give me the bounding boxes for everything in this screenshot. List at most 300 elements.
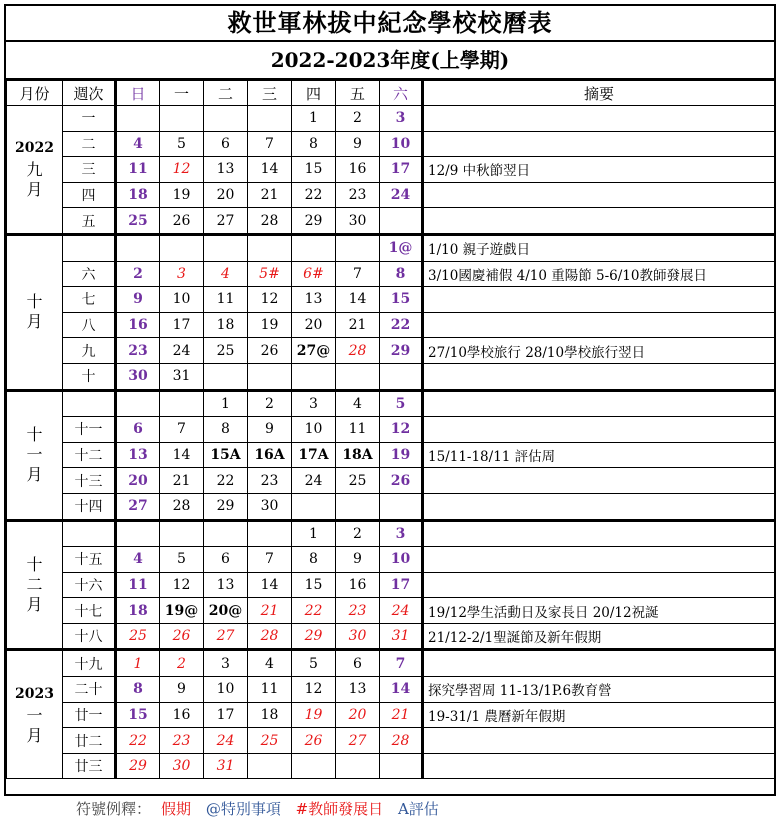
year-label: 2022 bbox=[15, 140, 54, 157]
calendar-title: 救世軍林拔中紀念學校校曆表 bbox=[6, 6, 774, 42]
day-cell-wed: 30 bbox=[248, 493, 292, 520]
day-cell-thu: 19 bbox=[292, 702, 336, 728]
day-cell-sat: 28 bbox=[380, 728, 423, 754]
week-number: 八 bbox=[63, 312, 116, 338]
week-number: 十六 bbox=[63, 572, 116, 598]
week-number: 四 bbox=[63, 182, 116, 208]
calendar-week-row bbox=[7, 468, 775, 494]
day-cell-thu: 17A bbox=[292, 442, 336, 468]
day-cell-mon: 12 bbox=[160, 157, 204, 183]
day-cell-thu: 1 bbox=[292, 106, 336, 132]
day-cell-tue: 25 bbox=[204, 338, 248, 364]
month-char: 十 bbox=[26, 554, 43, 574]
calendar-subtitle: 2022-2023年度(上學期) bbox=[6, 42, 774, 80]
month-label bbox=[7, 234, 63, 390]
day-cell-tue: 17 bbox=[204, 702, 248, 728]
day-cell-thu: 6# bbox=[292, 261, 336, 287]
day-cell-mon: 23 bbox=[160, 728, 204, 754]
calendar-week-row bbox=[7, 520, 775, 547]
day-cell-wed bbox=[248, 106, 292, 132]
day-cell-sat: 24 bbox=[380, 182, 423, 208]
day-cell-sat: 15 bbox=[380, 287, 423, 313]
memo-cell: 27/10學校旅行 28/10學校旅行翌日 bbox=[423, 338, 775, 364]
day-cell-tue: 1 bbox=[204, 390, 248, 417]
calendar-week-row bbox=[7, 131, 775, 157]
day-cell-fri: 21 bbox=[336, 312, 380, 338]
day-cell-fri: 23 bbox=[336, 182, 380, 208]
day-cell-tue: 15A bbox=[204, 442, 248, 468]
day-cell-thu bbox=[292, 363, 336, 390]
header-memo: 摘要 bbox=[423, 81, 775, 106]
day-cell-tue: 27 bbox=[204, 208, 248, 235]
month-char: 二 bbox=[26, 574, 43, 594]
week-number: 十七 bbox=[63, 598, 116, 624]
day-cell-fri: 30 bbox=[336, 623, 380, 650]
day-cell-sun: 11 bbox=[116, 157, 160, 183]
week-number: 十四 bbox=[63, 493, 116, 520]
day-cell-mon: 26 bbox=[160, 208, 204, 235]
day-cell-sat: 17 bbox=[380, 572, 423, 598]
calendar-week-row bbox=[7, 572, 775, 598]
calendar-week-row bbox=[7, 442, 775, 468]
day-cell-fri bbox=[336, 363, 380, 390]
day-cell-tue: 20 bbox=[204, 182, 248, 208]
day-cell-wed: 18 bbox=[248, 702, 292, 728]
day-cell-sat: 17 bbox=[380, 157, 423, 183]
calendar-week-row bbox=[7, 702, 775, 728]
day-cell-tue bbox=[204, 520, 248, 547]
day-cell-fri: 14 bbox=[336, 287, 380, 313]
calendar-week-row bbox=[7, 417, 775, 443]
week-number: 十二 bbox=[63, 442, 116, 468]
day-cell-wed: 16A bbox=[248, 442, 292, 468]
day-cell-thu: 20 bbox=[292, 312, 336, 338]
week-number: 十 bbox=[63, 363, 116, 390]
day-cell-thu: 10 bbox=[292, 417, 336, 443]
day-cell-sat: 24 bbox=[380, 598, 423, 624]
memo-cell bbox=[423, 493, 775, 520]
day-cell-tue: 22 bbox=[204, 468, 248, 494]
day-cell-wed: 28 bbox=[248, 623, 292, 650]
day-cell-sun: 23 bbox=[116, 338, 160, 364]
header-day-fri: 五 bbox=[336, 81, 380, 106]
day-cell-sun: 18 bbox=[116, 182, 160, 208]
day-cell-wed bbox=[248, 363, 292, 390]
calendar-week-row bbox=[7, 157, 775, 183]
year-label: 2023 bbox=[15, 685, 54, 702]
day-cell-thu: 1 bbox=[292, 520, 336, 547]
day-cell-mon: 9 bbox=[160, 677, 204, 703]
day-cell-sat: 22 bbox=[380, 312, 423, 338]
calendar-week-row bbox=[7, 312, 775, 338]
calendar-week-row bbox=[7, 261, 775, 287]
week-number: 十三 bbox=[63, 468, 116, 494]
day-cell-sun: 4 bbox=[116, 547, 160, 573]
week-number: 十五 bbox=[63, 547, 116, 573]
memo-cell bbox=[423, 363, 775, 390]
day-cell-sun: 4 bbox=[116, 131, 160, 157]
calendar-week-row bbox=[7, 363, 775, 390]
day-cell-wed: 12 bbox=[248, 287, 292, 313]
day-cell-tue: 27 bbox=[204, 623, 248, 650]
month-label bbox=[7, 520, 63, 650]
day-cell-mon bbox=[160, 234, 204, 261]
day-cell-sat: 3 bbox=[380, 106, 423, 132]
day-cell-tue: 6 bbox=[204, 131, 248, 157]
header-day-tue: 二 bbox=[204, 81, 248, 106]
month-char: 月 bbox=[26, 725, 43, 745]
calendar-week-row bbox=[7, 287, 775, 313]
day-cell-tue: 20@ bbox=[204, 598, 248, 624]
calendar-week-row bbox=[7, 677, 775, 703]
day-cell-mon: 5 bbox=[160, 131, 204, 157]
day-cell-thu: 13 bbox=[292, 287, 336, 313]
header-day-thu: 四 bbox=[292, 81, 336, 106]
calendar-week-row bbox=[7, 598, 775, 624]
day-cell-fri: 30 bbox=[336, 208, 380, 235]
day-cell-thu: 3 bbox=[292, 390, 336, 417]
day-cell-wed bbox=[248, 753, 292, 779]
day-cell-sat: 7 bbox=[380, 650, 423, 677]
day-cell-sat: 31 bbox=[380, 623, 423, 650]
day-cell-sun: 16 bbox=[116, 312, 160, 338]
month-label bbox=[7, 106, 63, 235]
school-calendar bbox=[4, 4, 776, 796]
day-cell-fri: 11 bbox=[336, 417, 380, 443]
header-month: 月份 bbox=[7, 81, 63, 106]
week-number: 十一 bbox=[63, 417, 116, 443]
day-cell-thu: 8 bbox=[292, 547, 336, 573]
day-cell-sun: 2 bbox=[116, 261, 160, 287]
month-char: 月 bbox=[26, 594, 43, 614]
calendar-week-row bbox=[7, 650, 775, 677]
day-cell-fri: 13 bbox=[336, 677, 380, 703]
day-cell-wed bbox=[248, 234, 292, 261]
day-cell-sun: 25 bbox=[116, 623, 160, 650]
day-cell-fri bbox=[336, 493, 380, 520]
day-cell-sat: 8 bbox=[380, 261, 423, 287]
memo-cell: 3/10國慶補假 4/10 重陽節 5-6/10教師發展日 bbox=[423, 261, 775, 287]
day-cell-sun: 15 bbox=[116, 702, 160, 728]
memo-cell bbox=[423, 106, 775, 132]
day-cell-thu: 22 bbox=[292, 598, 336, 624]
header-week: 週次 bbox=[63, 81, 116, 106]
day-cell-thu: 5 bbox=[292, 650, 336, 677]
week-number bbox=[63, 520, 116, 547]
week-number: 廿三 bbox=[63, 753, 116, 779]
header-day-wed: 三 bbox=[248, 81, 292, 106]
week-number: 一 bbox=[63, 106, 116, 132]
calendar-week-row bbox=[7, 753, 775, 779]
day-cell-fri: 4 bbox=[336, 390, 380, 417]
day-cell-sun: 1 bbox=[116, 650, 160, 677]
memo-cell bbox=[423, 547, 775, 573]
day-cell-sun bbox=[116, 520, 160, 547]
legend-teacher-dev: #教師發展日 bbox=[295, 800, 384, 818]
calendar-week-row bbox=[7, 338, 775, 364]
week-number: 三 bbox=[63, 157, 116, 183]
day-cell-fri: 6 bbox=[336, 650, 380, 677]
day-cell-thu bbox=[292, 753, 336, 779]
day-cell-sat: 29 bbox=[380, 338, 423, 364]
day-cell-wed: 5# bbox=[248, 261, 292, 287]
day-cell-sun: 29 bbox=[116, 753, 160, 779]
memo-cell bbox=[423, 417, 775, 443]
header-row bbox=[7, 81, 775, 106]
memo-cell: 1/10 親子遊戲日 bbox=[423, 234, 775, 261]
calendar-week-row bbox=[7, 182, 775, 208]
day-cell-mon: 19@ bbox=[160, 598, 204, 624]
day-cell-sat bbox=[380, 208, 423, 235]
calendar-week-row bbox=[7, 493, 775, 520]
day-cell-tue: 24 bbox=[204, 728, 248, 754]
legend-assessment: A評估 bbox=[397, 800, 439, 818]
legend-special: @特別事項 bbox=[205, 800, 281, 818]
week-number: 六 bbox=[63, 261, 116, 287]
memo-cell: 12/9 中秋節翌日 bbox=[423, 157, 775, 183]
month-char: 一 bbox=[26, 445, 43, 465]
legend bbox=[76, 798, 449, 819]
day-cell-wed: 23 bbox=[248, 468, 292, 494]
day-cell-sun: 13 bbox=[116, 442, 160, 468]
day-cell-sat bbox=[380, 753, 423, 779]
day-cell-thu bbox=[292, 234, 336, 261]
day-cell-thu: 24 bbox=[292, 468, 336, 494]
day-cell-wed bbox=[248, 520, 292, 547]
day-cell-sun: 30 bbox=[116, 363, 160, 390]
memo-cell: 探究學習周 11-13/1P.6教育營 bbox=[423, 677, 775, 703]
day-cell-mon: 21 bbox=[160, 468, 204, 494]
day-cell-wed: 14 bbox=[248, 157, 292, 183]
day-cell-fri: 20 bbox=[336, 702, 380, 728]
day-cell-sat: 10 bbox=[380, 131, 423, 157]
day-cell-mon: 31 bbox=[160, 363, 204, 390]
memo-cell bbox=[423, 753, 775, 779]
day-cell-sat: 14 bbox=[380, 677, 423, 703]
header-day-sat: 六 bbox=[380, 81, 423, 106]
calendar-week-row bbox=[7, 234, 775, 261]
day-cell-mon bbox=[160, 520, 204, 547]
day-cell-sun: 18 bbox=[116, 598, 160, 624]
day-cell-fri: 23 bbox=[336, 598, 380, 624]
day-cell-tue: 31 bbox=[204, 753, 248, 779]
day-cell-mon: 10 bbox=[160, 287, 204, 313]
day-cell-mon: 2 bbox=[160, 650, 204, 677]
day-cell-sat bbox=[380, 363, 423, 390]
day-cell-wed: 26 bbox=[248, 338, 292, 364]
calendar-week-row bbox=[7, 547, 775, 573]
header-day-sun: 日 bbox=[116, 81, 160, 106]
day-cell-thu: 27@ bbox=[292, 338, 336, 364]
day-cell-fri: 9 bbox=[336, 547, 380, 573]
day-cell-sat: 5 bbox=[380, 390, 423, 417]
month-label bbox=[7, 650, 63, 779]
day-cell-wed: 4 bbox=[248, 650, 292, 677]
memo-cell: 19/12學生活動日及家長日 20/12祝誕 bbox=[423, 598, 775, 624]
day-cell-fri bbox=[336, 753, 380, 779]
day-cell-mon: 17 bbox=[160, 312, 204, 338]
day-cell-wed: 9 bbox=[248, 417, 292, 443]
day-cell-tue bbox=[204, 363, 248, 390]
day-cell-sat bbox=[380, 493, 423, 520]
day-cell-mon: 5 bbox=[160, 547, 204, 573]
week-number: 二十 bbox=[63, 677, 116, 703]
day-cell-fri: 18A bbox=[336, 442, 380, 468]
month-char: 月 bbox=[26, 465, 43, 485]
month-char: 十 bbox=[26, 425, 43, 445]
day-cell-mon: 28 bbox=[160, 493, 204, 520]
calendar-week-row bbox=[7, 623, 775, 650]
day-cell-sat: 10 bbox=[380, 547, 423, 573]
day-cell-tue: 6 bbox=[204, 547, 248, 573]
week-number: 十八 bbox=[63, 623, 116, 650]
memo-cell bbox=[423, 728, 775, 754]
day-cell-wed: 21 bbox=[248, 182, 292, 208]
day-cell-wed: 21 bbox=[248, 598, 292, 624]
day-cell-fri: 28 bbox=[336, 338, 380, 364]
day-cell-fri: 16 bbox=[336, 572, 380, 598]
day-cell-mon: 3 bbox=[160, 261, 204, 287]
day-cell-sat: 3 bbox=[380, 520, 423, 547]
week-number: 五 bbox=[63, 208, 116, 235]
day-cell-sun: 20 bbox=[116, 468, 160, 494]
month-char: 十 bbox=[26, 292, 43, 312]
day-cell-wed: 2 bbox=[248, 390, 292, 417]
day-cell-tue: 4 bbox=[204, 261, 248, 287]
memo-cell bbox=[423, 572, 775, 598]
day-cell-mon: 19 bbox=[160, 182, 204, 208]
day-cell-tue bbox=[204, 106, 248, 132]
calendar-week-row bbox=[7, 728, 775, 754]
day-cell-tue: 13 bbox=[204, 572, 248, 598]
memo-cell: 19-31/1 農曆新年假期 bbox=[423, 702, 775, 728]
memo-cell bbox=[423, 131, 775, 157]
day-cell-thu: 29 bbox=[292, 623, 336, 650]
day-cell-sun: 22 bbox=[116, 728, 160, 754]
day-cell-sat: 19 bbox=[380, 442, 423, 468]
day-cell-thu: 22 bbox=[292, 182, 336, 208]
memo-cell bbox=[423, 182, 775, 208]
memo-cell bbox=[423, 287, 775, 313]
day-cell-mon: 24 bbox=[160, 338, 204, 364]
day-cell-mon: 12 bbox=[160, 572, 204, 598]
month-char: 月 bbox=[26, 180, 43, 200]
day-cell-sun: 6 bbox=[116, 417, 160, 443]
month-char: 九 bbox=[26, 160, 43, 180]
day-cell-mon: 16 bbox=[160, 702, 204, 728]
week-number: 廿一 bbox=[63, 702, 116, 728]
day-cell-fri: 25 bbox=[336, 468, 380, 494]
day-cell-fri bbox=[336, 234, 380, 261]
week-number bbox=[63, 234, 116, 261]
day-cell-thu: 29 bbox=[292, 208, 336, 235]
month-char: 一 bbox=[26, 705, 43, 725]
day-cell-sun: 25 bbox=[116, 208, 160, 235]
day-cell-mon bbox=[160, 390, 204, 417]
day-cell-mon: 30 bbox=[160, 753, 204, 779]
day-cell-thu: 8 bbox=[292, 131, 336, 157]
day-cell-fri: 2 bbox=[336, 520, 380, 547]
day-cell-sun: 11 bbox=[116, 572, 160, 598]
day-cell-wed: 7 bbox=[248, 131, 292, 157]
day-cell-tue: 29 bbox=[204, 493, 248, 520]
memo-cell bbox=[423, 520, 775, 547]
day-cell-sat: 26 bbox=[380, 468, 423, 494]
week-number: 二 bbox=[63, 131, 116, 157]
day-cell-tue bbox=[204, 234, 248, 261]
day-cell-sat: 12 bbox=[380, 417, 423, 443]
day-cell-wed: 7 bbox=[248, 547, 292, 573]
memo-cell bbox=[423, 312, 775, 338]
day-cell-thu: 12 bbox=[292, 677, 336, 703]
calendar-week-row bbox=[7, 106, 775, 132]
week-number: 九 bbox=[63, 338, 116, 364]
header-day-mon: 一 bbox=[160, 81, 204, 106]
memo-cell: 15/11-18/11 評估周 bbox=[423, 442, 775, 468]
day-cell-tue: 3 bbox=[204, 650, 248, 677]
memo-cell bbox=[423, 208, 775, 235]
month-char: 月 bbox=[26, 312, 43, 332]
week-number bbox=[63, 390, 116, 417]
day-cell-fri: 16 bbox=[336, 157, 380, 183]
calendar-week-row bbox=[7, 208, 775, 235]
day-cell-thu: 15 bbox=[292, 157, 336, 183]
calendar-week-row bbox=[7, 390, 775, 417]
day-cell-thu: 15 bbox=[292, 572, 336, 598]
memo-cell bbox=[423, 390, 775, 417]
day-cell-sun: 27 bbox=[116, 493, 160, 520]
memo-cell bbox=[423, 468, 775, 494]
day-cell-mon: 7 bbox=[160, 417, 204, 443]
day-cell-mon bbox=[160, 106, 204, 132]
day-cell-sun bbox=[116, 106, 160, 132]
day-cell-sun: 8 bbox=[116, 677, 160, 703]
legend-holiday: 假期 bbox=[161, 800, 192, 818]
day-cell-tue: 8 bbox=[204, 417, 248, 443]
day-cell-wed: 28 bbox=[248, 208, 292, 235]
day-cell-sat: 1@ bbox=[380, 234, 423, 261]
day-cell-sun bbox=[116, 234, 160, 261]
calendar-table bbox=[6, 80, 775, 779]
day-cell-tue: 10 bbox=[204, 677, 248, 703]
day-cell-wed: 25 bbox=[248, 728, 292, 754]
month-label bbox=[7, 390, 63, 520]
day-cell-fri: 2 bbox=[336, 106, 380, 132]
day-cell-wed: 14 bbox=[248, 572, 292, 598]
day-cell-tue: 13 bbox=[204, 157, 248, 183]
legend-heading: 符號例釋： bbox=[76, 800, 152, 818]
day-cell-sat: 21 bbox=[380, 702, 423, 728]
week-number: 七 bbox=[63, 287, 116, 313]
memo-cell: 21/12-2/1聖誕節及新年假期 bbox=[423, 623, 775, 650]
week-number: 廿二 bbox=[63, 728, 116, 754]
day-cell-mon: 26 bbox=[160, 623, 204, 650]
day-cell-thu bbox=[292, 493, 336, 520]
day-cell-wed: 19 bbox=[248, 312, 292, 338]
day-cell-tue: 18 bbox=[204, 312, 248, 338]
day-cell-mon: 14 bbox=[160, 442, 204, 468]
day-cell-sun bbox=[116, 390, 160, 417]
day-cell-tue: 11 bbox=[204, 287, 248, 313]
day-cell-wed: 11 bbox=[248, 677, 292, 703]
memo-cell bbox=[423, 650, 775, 677]
day-cell-fri: 27 bbox=[336, 728, 380, 754]
week-number: 十九 bbox=[63, 650, 116, 677]
day-cell-fri: 9 bbox=[336, 131, 380, 157]
day-cell-fri: 7 bbox=[336, 261, 380, 287]
day-cell-thu: 26 bbox=[292, 728, 336, 754]
day-cell-sun: 9 bbox=[116, 287, 160, 313]
